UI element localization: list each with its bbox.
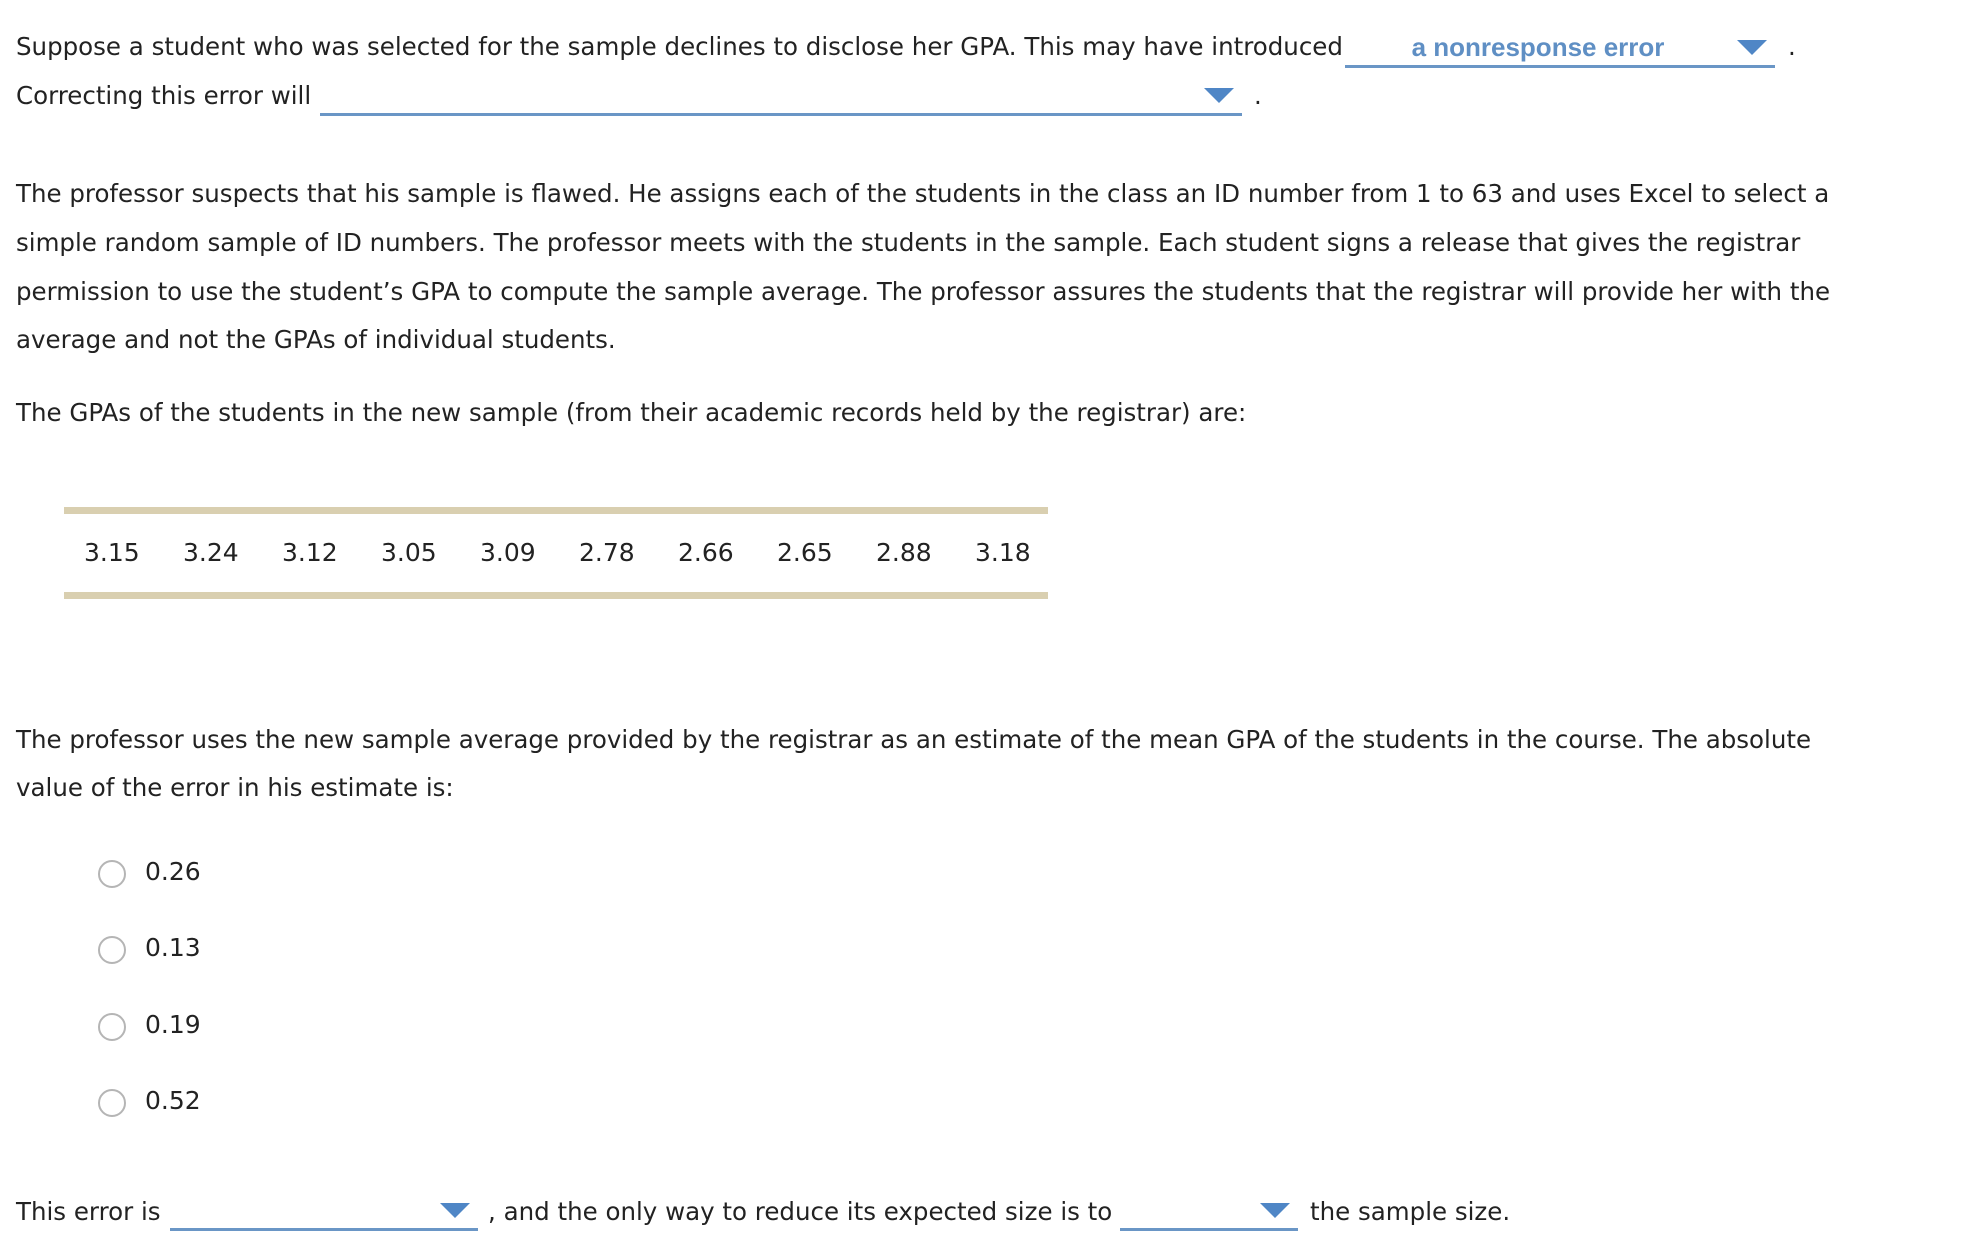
paragraph-line: simple random sample of ID numbers. The professor meets with the students in the sample. Each student signs a release that gives the registrar [16, 228, 1801, 257]
gpa-value: 3.12 [282, 538, 338, 567]
gpa-value: 2.65 [777, 538, 833, 567]
gpa-table [64, 507, 1048, 599]
error-is-text: This error is [16, 1197, 161, 1226]
radio-option-0-52[interactable] [98, 1089, 126, 1117]
option-label: 0.26 [145, 857, 201, 886]
sample-size-text: the sample size. [1310, 1197, 1511, 1226]
option-label: 0.13 [145, 933, 201, 962]
reduce-size-text: , and the only way to reduce its expected size is to [488, 1197, 1113, 1226]
gpa-value: 2.66 [678, 538, 734, 567]
correcting-error-text: Correcting this error will [16, 81, 312, 110]
gpa-value: 2.78 [579, 538, 635, 567]
radio-option-0-13[interactable] [98, 936, 126, 964]
chevron-down-icon [1204, 88, 1234, 103]
paragraph-line: permission to use the student’s GPA to compute the sample average. The professor assures the students that the registrar will provide her with the [16, 277, 1831, 306]
gpa-value: 2.88 [876, 538, 932, 567]
radio-option-0-26[interactable] [98, 860, 126, 888]
gpa-value: 3.18 [975, 538, 1031, 567]
nonresponse-question-text: Suppose a student who was selected for the sample declines to disclose her GPA. This may have introduced [16, 32, 1343, 61]
option-label: 0.19 [145, 1010, 201, 1039]
radio-option-0-19[interactable] [98, 1013, 126, 1041]
option-label: 0.52 [145, 1086, 201, 1115]
chevron-down-icon [1737, 40, 1767, 55]
correction-effect-dropdown[interactable] [320, 76, 1242, 116]
chevron-down-icon [1260, 1203, 1290, 1218]
sentence-period: . [1788, 32, 1796, 61]
gpa-value: 3.09 [480, 538, 536, 567]
chevron-down-icon [440, 1203, 470, 1218]
error-classification-dropdown[interactable] [170, 1191, 478, 1231]
sample-size-action-dropdown[interactable] [1120, 1191, 1298, 1231]
gpa-value: 3.05 [381, 538, 437, 567]
gpa-value: 3.15 [84, 538, 140, 567]
estimate-question-line: The professor uses the new sample average provided by the registrar as an estimate of the mean GPA of the students in the course. The absolute [16, 725, 1812, 754]
paragraph-line: The professor suspects that his sample is flawed. He assigns each of the students in the class an ID number from 1 to 63 and uses Excel to select a [16, 179, 1830, 208]
paragraph-line: average and not the GPAs of individual students. [16, 325, 616, 354]
error-type-dropdown-value: a nonresponse error [1411, 32, 1665, 62]
sentence-period: . [1254, 81, 1262, 110]
gpa-value: 3.24 [183, 538, 239, 567]
gpa-intro-text: The GPAs of the students in the new sample (from their academic records held by the registrar) are: [16, 398, 1247, 427]
error-type-dropdown[interactable] [1345, 28, 1775, 68]
estimate-question-line: value of the error in his estimate is: [16, 773, 454, 802]
